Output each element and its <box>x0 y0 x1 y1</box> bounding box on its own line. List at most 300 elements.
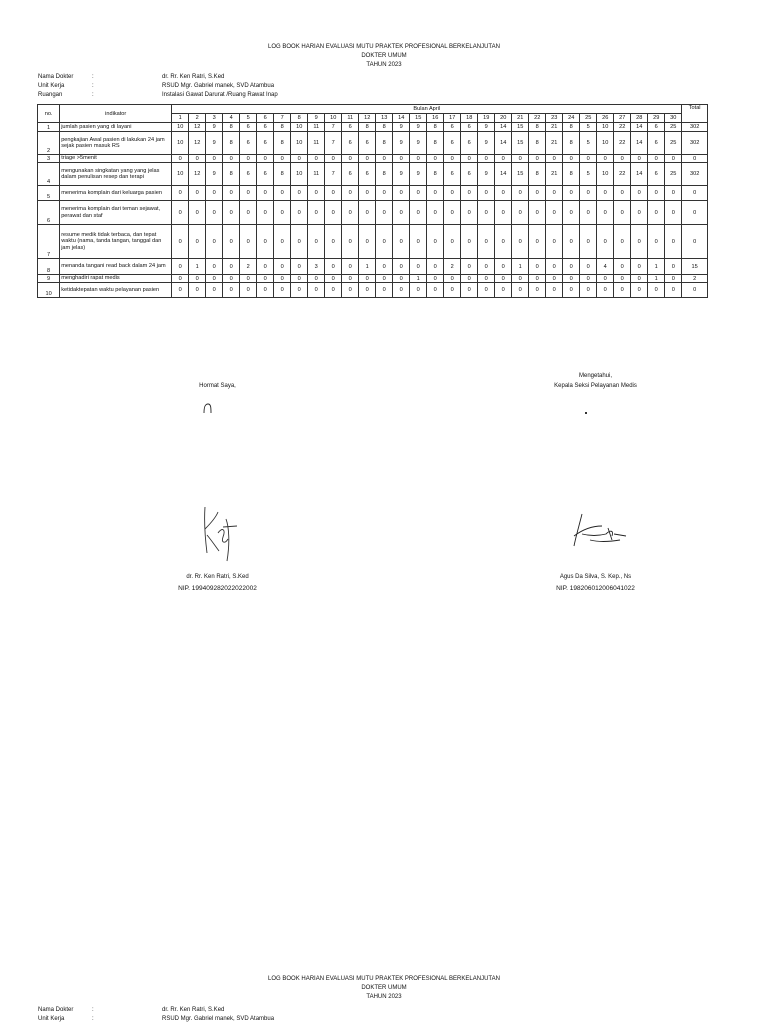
page2-header <box>0 975 768 1002</box>
day-value: 0 <box>495 283 512 298</box>
day-value: 0 <box>597 275 614 283</box>
day-value: 0 <box>291 155 308 163</box>
row-total: 0 <box>682 283 708 298</box>
day-value: 0 <box>495 201 512 225</box>
day-value: 9 <box>410 123 427 132</box>
day-value: 0 <box>529 225 546 259</box>
row-total: 302 <box>682 123 708 132</box>
day-value: 4 <box>597 259 614 275</box>
day-value: 0 <box>393 186 410 201</box>
info-row-room <box>38 91 278 100</box>
left-signature <box>196 503 242 565</box>
day-value: 0 <box>614 225 631 259</box>
day-value: 0 <box>478 201 495 225</box>
doc-year: TAHUN 2023 <box>366 62 402 68</box>
day-value: 6 <box>342 123 359 132</box>
day-value: 0 <box>257 275 274 283</box>
day-value: 0 <box>631 283 648 298</box>
day-value: 0 <box>172 283 189 298</box>
day-header: 14 <box>393 114 410 123</box>
day-value: 0 <box>342 259 359 275</box>
day-value: 9 <box>478 163 495 186</box>
day-value: 0 <box>410 186 427 201</box>
day-value: 0 <box>546 225 563 259</box>
doc-subtitle: DOKTER UMUM <box>361 53 407 59</box>
row-total: 0 <box>682 201 708 225</box>
right-nip: NIP. 198206012006041022 <box>556 585 635 592</box>
day-value: 0 <box>512 225 529 259</box>
day-value: 6 <box>444 123 461 132</box>
day-value: 0 <box>291 225 308 259</box>
day-value: 9 <box>206 163 223 186</box>
info-row-doctor <box>38 73 278 82</box>
day-value: 0 <box>478 155 495 163</box>
day-value: 0 <box>546 275 563 283</box>
day-value: 10 <box>597 132 614 155</box>
day-value: 0 <box>410 225 427 259</box>
row-number: 3 <box>38 155 60 163</box>
day-value: 10 <box>172 163 189 186</box>
col-header-no: no. <box>38 105 60 123</box>
day-value: 25 <box>665 132 682 155</box>
day-value: 0 <box>376 259 393 275</box>
table-row <box>38 259 708 275</box>
day-value: 0 <box>563 259 580 275</box>
day-value: 0 <box>529 283 546 298</box>
day-value: 0 <box>461 186 478 201</box>
day-header: 26 <box>597 114 614 123</box>
row-indicator: triage >5menit <box>60 155 172 163</box>
row-indicator: menanda tangani read back dalam 24 jam <box>60 259 172 275</box>
header <box>0 43 768 70</box>
left-name: dr. Rr. Ken Ratri, S.Ked <box>186 574 249 580</box>
left-signatory <box>170 573 265 582</box>
day-value: 0 <box>274 201 291 225</box>
day-value: 0 <box>223 275 240 283</box>
doctor-sep: : <box>92 74 94 80</box>
day-value: 0 <box>597 155 614 163</box>
day-header: 2 <box>189 114 206 123</box>
day-value: 15 <box>512 132 529 155</box>
day-value: 6 <box>461 163 478 186</box>
day-value: 0 <box>580 186 597 201</box>
day-value: 0 <box>376 283 393 298</box>
day-value: 0 <box>308 275 325 283</box>
day-value: 11 <box>308 123 325 132</box>
day-value: 0 <box>427 275 444 283</box>
day-value: 6 <box>257 123 274 132</box>
day-value: 0 <box>427 201 444 225</box>
day-value: 0 <box>631 275 648 283</box>
day-value: 3 <box>308 259 325 275</box>
day-value: 9 <box>410 163 427 186</box>
day-value: 0 <box>410 283 427 298</box>
day-value: 8 <box>376 132 393 155</box>
page2-unit-value: RSUD Mgr. Gabriel manek, SVD Atambua <box>162 1016 275 1022</box>
day-value: 0 <box>393 259 410 275</box>
day-value: 6 <box>240 132 257 155</box>
day-value: 0 <box>189 225 206 259</box>
day-value: 9 <box>206 132 223 155</box>
day-value: 8 <box>274 123 291 132</box>
page2-row-unit <box>38 1015 274 1024</box>
day-value: 0 <box>478 186 495 201</box>
page2-unit-sep: : <box>92 1016 94 1022</box>
day-value: 0 <box>206 259 223 275</box>
day-value: 14 <box>495 123 512 132</box>
day-value: 11 <box>308 132 325 155</box>
day-value: 0 <box>189 155 206 163</box>
logbook-table <box>37 104 708 298</box>
day-value: 0 <box>342 275 359 283</box>
day-value: 0 <box>325 201 342 225</box>
page2-title: LOG BOOK HARIAN EVALUASI MUTU PRAKTEK PROFESIONAL BERKELANJUTAN <box>268 976 500 982</box>
day-value: 2 <box>240 259 257 275</box>
day-header: 30 <box>665 114 682 123</box>
day-value: 0 <box>223 155 240 163</box>
day-value: 0 <box>172 225 189 259</box>
col-header-indicator: indikator <box>60 105 172 123</box>
day-value: 0 <box>461 259 478 275</box>
day-header: 25 <box>580 114 597 123</box>
day-value: 0 <box>614 259 631 275</box>
day-value: 0 <box>359 225 376 259</box>
day-value: 6 <box>444 132 461 155</box>
day-value: 5 <box>580 123 597 132</box>
day-value: 0 <box>325 259 342 275</box>
day-value: 6 <box>461 132 478 155</box>
day-header: 18 <box>461 114 478 123</box>
day-value: 0 <box>376 275 393 283</box>
day-header: 21 <box>512 114 529 123</box>
row-indicator: mengunakan singkatan yang yang jelas dalam penulisan resep dan terapi <box>60 163 172 186</box>
day-value: 0 <box>444 283 461 298</box>
day-header: 23 <box>546 114 563 123</box>
day-value: 25 <box>665 163 682 186</box>
row-total: 0 <box>682 225 708 259</box>
day-value: 0 <box>444 201 461 225</box>
day-value: 1 <box>648 259 665 275</box>
table-row <box>38 123 708 132</box>
day-value: 1 <box>648 275 665 283</box>
day-value: 10 <box>597 163 614 186</box>
day-value: 8 <box>529 163 546 186</box>
row-indicator: ketidaktepatan waktu pelayanan pasien <box>60 283 172 298</box>
day-value: 8 <box>427 132 444 155</box>
day-header: 15 <box>410 114 427 123</box>
right-name: Agus Da Silva, S. Kep., Ns <box>559 574 632 580</box>
day-value: 0 <box>597 201 614 225</box>
day-value: 0 <box>240 201 257 225</box>
row-number: 9 <box>38 275 60 283</box>
day-value: 22 <box>614 132 631 155</box>
col-header-total: Total <box>682 105 708 123</box>
row-indicator: jumlah pasien yang di layani <box>60 123 172 132</box>
table-row <box>38 283 708 298</box>
day-value: 0 <box>172 186 189 201</box>
day-value: 0 <box>308 225 325 259</box>
dot-mark <box>585 412 587 414</box>
day-value: 0 <box>376 225 393 259</box>
table-row <box>38 155 708 163</box>
day-value: 8 <box>359 123 376 132</box>
day-value: 0 <box>665 283 682 298</box>
day-value: 8 <box>427 163 444 186</box>
day-value: 0 <box>631 259 648 275</box>
day-value: 0 <box>223 283 240 298</box>
day-value: 0 <box>529 186 546 201</box>
day-value: 10 <box>291 132 308 155</box>
day-value: 0 <box>461 225 478 259</box>
day-value: 6 <box>240 123 257 132</box>
day-value: 0 <box>563 155 580 163</box>
day-value: 0 <box>631 186 648 201</box>
day-value: 0 <box>342 283 359 298</box>
day-value: 0 <box>614 201 631 225</box>
doctor-value: dr. Rr. Ken Ratri, S.Ked <box>162 74 225 80</box>
day-value: 0 <box>495 225 512 259</box>
row-number: 2 <box>38 132 60 155</box>
day-value: 0 <box>257 225 274 259</box>
day-value: 0 <box>291 186 308 201</box>
day-value: 9 <box>478 132 495 155</box>
day-value: 0 <box>393 155 410 163</box>
day-value: 0 <box>393 225 410 259</box>
day-value: 0 <box>478 275 495 283</box>
day-value: 0 <box>461 275 478 283</box>
row-total: 2 <box>682 275 708 283</box>
day-value: 10 <box>291 123 308 132</box>
day-value: 6 <box>359 163 376 186</box>
day-value: 11 <box>308 163 325 186</box>
day-value: 0 <box>444 186 461 201</box>
day-value: 6 <box>240 163 257 186</box>
day-value: 7 <box>325 132 342 155</box>
table-row <box>38 275 708 283</box>
day-header: 11 <box>342 114 359 123</box>
day-value: 0 <box>563 283 580 298</box>
room-label: Ruangan <box>38 92 63 98</box>
day-value: 0 <box>563 225 580 259</box>
day-value: 21 <box>546 132 563 155</box>
table-row <box>38 132 708 155</box>
day-value: 8 <box>376 163 393 186</box>
page2-row-doctor <box>38 1006 274 1015</box>
day-value: 0 <box>427 259 444 275</box>
row-total: 0 <box>682 186 708 201</box>
day-value: 1 <box>359 259 376 275</box>
day-value: 0 <box>325 275 342 283</box>
day-value: 0 <box>563 201 580 225</box>
row-number: 10 <box>38 283 60 298</box>
day-header: 9 <box>308 114 325 123</box>
day-value: 21 <box>546 163 563 186</box>
day-value: 0 <box>580 283 597 298</box>
day-value: 5 <box>580 132 597 155</box>
day-value: 0 <box>291 201 308 225</box>
day-value: 0 <box>189 201 206 225</box>
day-value: 0 <box>257 201 274 225</box>
day-value: 0 <box>223 201 240 225</box>
day-value: 0 <box>206 225 223 259</box>
day-value: 0 <box>240 225 257 259</box>
day-value: 0 <box>529 259 546 275</box>
row-total: 15 <box>682 259 708 275</box>
day-header: 19 <box>478 114 495 123</box>
day-value: 0 <box>274 225 291 259</box>
day-value: 9 <box>393 123 410 132</box>
day-value: 0 <box>308 186 325 201</box>
row-number: 8 <box>38 259 60 275</box>
row-indicator: menghadiri rapat medis <box>60 275 172 283</box>
day-value: 0 <box>257 186 274 201</box>
day-value: 8 <box>223 132 240 155</box>
day-header: 12 <box>359 114 376 123</box>
day-value: 0 <box>648 201 665 225</box>
table-header-row <box>38 105 708 114</box>
day-value: 0 <box>325 186 342 201</box>
day-value: 0 <box>546 259 563 275</box>
day-value: 0 <box>308 283 325 298</box>
day-value: 14 <box>495 163 512 186</box>
day-value: 0 <box>427 155 444 163</box>
row-indicator: menerima komplain dari keluarga pasien <box>60 186 172 201</box>
day-value: 0 <box>614 186 631 201</box>
right-role: Kepala Seksi Pelayanan Medis <box>554 383 637 389</box>
day-value: 9 <box>206 123 223 132</box>
day-value: 8 <box>529 123 546 132</box>
day-value: 1 <box>410 275 427 283</box>
day-value: 0 <box>495 155 512 163</box>
day-value: 8 <box>223 123 240 132</box>
day-value: 0 <box>461 155 478 163</box>
day-value: 6 <box>648 132 665 155</box>
page2-subtitle: DOKTER UMUM <box>361 985 407 991</box>
day-value: 0 <box>427 283 444 298</box>
day-value: 0 <box>597 186 614 201</box>
day-value: 14 <box>631 132 648 155</box>
day-value: 0 <box>359 283 376 298</box>
day-value: 0 <box>359 155 376 163</box>
day-value: 12 <box>189 123 206 132</box>
day-value: 0 <box>665 201 682 225</box>
day-value: 0 <box>444 155 461 163</box>
day-value: 7 <box>325 123 342 132</box>
day-value: 0 <box>291 283 308 298</box>
day-value: 0 <box>648 155 665 163</box>
day-value: 0 <box>665 259 682 275</box>
day-header: 29 <box>648 114 665 123</box>
day-value: 0 <box>631 155 648 163</box>
day-header: 1 <box>172 114 189 123</box>
table-row <box>38 163 708 186</box>
day-value: 0 <box>478 259 495 275</box>
day-value: 0 <box>512 155 529 163</box>
day-value: 0 <box>512 186 529 201</box>
day-value: 0 <box>223 259 240 275</box>
row-number: 1 <box>38 123 60 132</box>
day-value: 0 <box>325 283 342 298</box>
day-value: 0 <box>325 225 342 259</box>
day-value: 0 <box>546 186 563 201</box>
day-header: 3 <box>206 114 223 123</box>
day-value: 12 <box>189 132 206 155</box>
day-value: 0 <box>359 186 376 201</box>
day-value: 0 <box>393 201 410 225</box>
day-value: 1 <box>189 259 206 275</box>
day-value: 0 <box>274 186 291 201</box>
day-value: 0 <box>376 155 393 163</box>
day-value: 1 <box>512 259 529 275</box>
day-header: 10 <box>325 114 342 123</box>
page2-doctor-label: Nama Dokter <box>38 1007 74 1013</box>
day-value: 0 <box>580 225 597 259</box>
day-value: 6 <box>648 163 665 186</box>
day-value: 0 <box>223 225 240 259</box>
row-indicator: resume medik tidak terbaca, dan tepat waktu (nama, tanda tangan, tanggal dan jam jelas) <box>60 225 172 259</box>
page2-doctor-value: dr. Rr. Ken Ratri, S.Ked <box>162 1007 225 1013</box>
day-value: 0 <box>631 225 648 259</box>
room-sep: : <box>92 92 94 98</box>
row-number: 6 <box>38 201 60 225</box>
day-value: 0 <box>274 155 291 163</box>
day-header: 7 <box>274 114 291 123</box>
day-value: 14 <box>631 123 648 132</box>
right-ack: Mengetahui, <box>578 373 613 379</box>
page2-info <box>38 1006 274 1024</box>
day-value: 9 <box>410 132 427 155</box>
day-header: 22 <box>529 114 546 123</box>
day-value: 0 <box>512 283 529 298</box>
day-value: 0 <box>478 225 495 259</box>
day-value: 8 <box>223 163 240 186</box>
day-header: 13 <box>376 114 393 123</box>
day-value: 0 <box>614 283 631 298</box>
day-value: 0 <box>614 275 631 283</box>
table-row <box>38 201 708 225</box>
left-initial-mark <box>200 401 216 415</box>
day-value: 14 <box>495 132 512 155</box>
row-number: 4 <box>38 163 60 186</box>
day-value: 0 <box>189 186 206 201</box>
day-value: 0 <box>563 186 580 201</box>
day-value: 0 <box>240 155 257 163</box>
day-value: 0 <box>512 275 529 283</box>
day-value: 0 <box>342 225 359 259</box>
day-value: 8 <box>563 123 580 132</box>
day-value: 0 <box>512 201 529 225</box>
day-value: 0 <box>308 155 325 163</box>
day-value: 10 <box>172 132 189 155</box>
day-value: 6 <box>257 132 274 155</box>
col-header-month: Bulan April <box>172 105 682 114</box>
day-value: 0 <box>376 201 393 225</box>
left-nip: NIP. 199409282022022002 <box>178 585 257 592</box>
day-value: 0 <box>529 275 546 283</box>
day-value: 0 <box>580 155 597 163</box>
row-number: 7 <box>38 225 60 259</box>
day-value: 0 <box>648 283 665 298</box>
day-value: 0 <box>376 186 393 201</box>
day-value: 0 <box>393 275 410 283</box>
day-value: 2 <box>444 259 461 275</box>
day-value: 21 <box>546 123 563 132</box>
day-value: 0 <box>563 275 580 283</box>
day-value: 0 <box>240 186 257 201</box>
unit-sep: : <box>92 83 94 89</box>
day-value: 0 <box>206 283 223 298</box>
day-value: 0 <box>172 259 189 275</box>
